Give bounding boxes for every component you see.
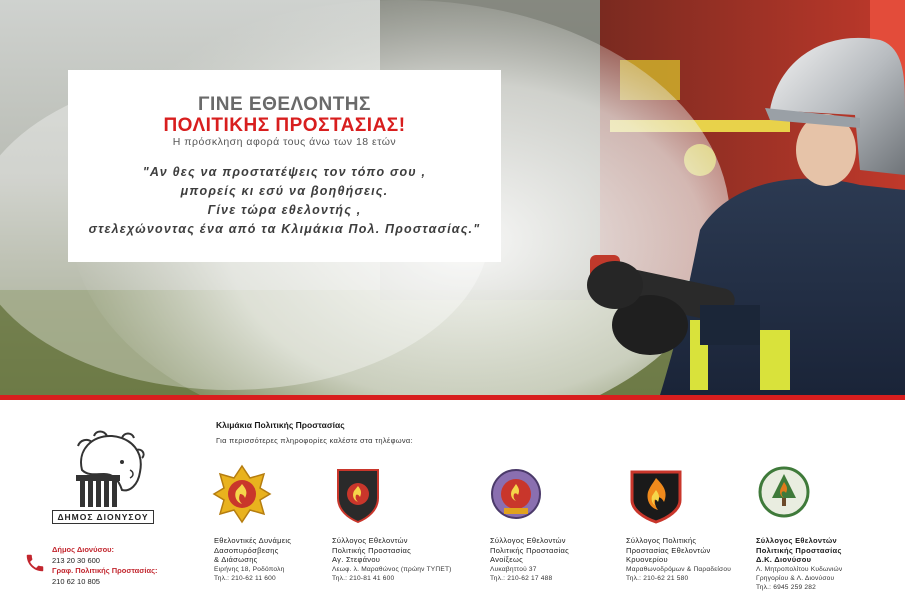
org-name-line: Προστασίας Εθελοντών [626,545,711,555]
org-name-line: Δασοπυρόσβεσης [214,545,279,555]
municipality-contact-label: Δήμος Διονύσου: [52,545,115,554]
phone-icon [24,552,46,574]
fire-rescue-emblem-icon [212,464,272,524]
shield-emblem-icon [328,464,388,524]
municipality-contact [52,545,157,587]
headline-line-2: ΠΟΛΙΤΙΚΗΣ ΠΡΟΣΤΑΣΙΑΣ! [163,115,406,136]
org-name-line: Πολιτικής Προστασίας [756,545,842,555]
municipality-name-label: ΔΗΜΟΣ ΔΙΟΝΥΣΟΥ [52,510,154,524]
org-name-line: Σύλλογος Εθελοντών [756,536,837,545]
round-badge-icon [490,464,550,524]
org-name-line: Σύλλογος Εθελοντών [332,536,408,545]
org-name-line: Κρυονερίου [626,555,668,564]
section-title: Κλιμάκια Πολιτικής Προστασίας [216,420,345,430]
org-card [626,464,766,583]
org-phone: Τηλ.: 210-62 11 600 [214,574,276,582]
quote-line: στελεχώνοντας ένα από τα Κλιμάκια Πολ. Προστασίας." [88,222,481,236]
org-card [756,464,896,592]
org-name-line: Εθελοντικές Δυνάμεις [214,536,292,545]
headline-line-1: ΓΙΝΕ ΕΘΕΛΟΝΤΗΣ [198,94,371,115]
org-phone: Τηλ.: 210-81 41 600 [332,574,395,582]
flame-shield-icon [626,464,686,524]
org-address: Λεωφ. λ. Μαραθώνος (πρώην ΤΥΠΕΤ) [332,565,452,573]
civil-protection-office-phone: 210 62 10 805 [52,576,100,586]
org-name [332,536,472,565]
org-name-line: & Διάσωσης [214,555,258,564]
org-phone: Τηλ.: 6945 259 282 [756,583,816,591]
quote-line: μπορείς κι εσύ να βοηθήσεις. [180,184,389,198]
section-subtitle: Για περισσότερες πληροφορίες καλέστε στα τηλέφωνα: [216,436,413,445]
org-name [626,536,766,565]
municipality-phone: 213 20 30 600 [52,555,100,565]
org-name-line: Σύλλογος Εθελοντών [490,536,566,545]
org-address: Λ. Μητροπολίτου Κυδωνιών Γρηγορίου & Λ. Διονύσου [756,565,843,582]
org-name-line: Σύλλογος Πολιτικής [626,536,697,545]
org-name-line: Δ.Κ. Διονύσου [756,555,812,564]
org-name-line: Πολιτικής Προστασίας [490,545,570,555]
org-name [490,536,630,565]
org-name-line: Ανοίξεως [490,555,524,564]
age-requirement-text: Η πρόσκληση αφορά τους άνω των 18 ετών [172,136,397,148]
org-phone: Τηλ.: 210-62 21 580 [626,574,689,582]
org-name-line: Αγ. Στεφάνου [332,555,381,564]
org-name-line: Πολιτικής Προστασίας [332,545,412,555]
civil-protection-office-label: Γραφ. Πολιτικής Προστασίας: [52,566,158,575]
quote-block [68,163,501,239]
forest-circle-icon [756,464,816,524]
quote-line: Γίνε τώρα εθελοντής , [207,203,362,217]
recruitment-message-box [68,70,501,262]
org-card [490,464,630,583]
quote-line: "Αν θες να προστατέψεις τον τόπο σου , [142,165,427,179]
org-card [332,464,472,583]
org-address: Μαραθωνοδρόμων & Παραδείσου [626,565,731,573]
contact-section [0,400,905,613]
org-name [756,536,896,565]
org-address: Ειρήνης 18, Ροδόπολη [214,565,285,573]
org-phone: Τηλ.: 210-62 17 488 [490,574,553,582]
dionysus-head-logo-icon [52,430,152,510]
org-address: Λυκαβηττού 37 [490,565,537,573]
